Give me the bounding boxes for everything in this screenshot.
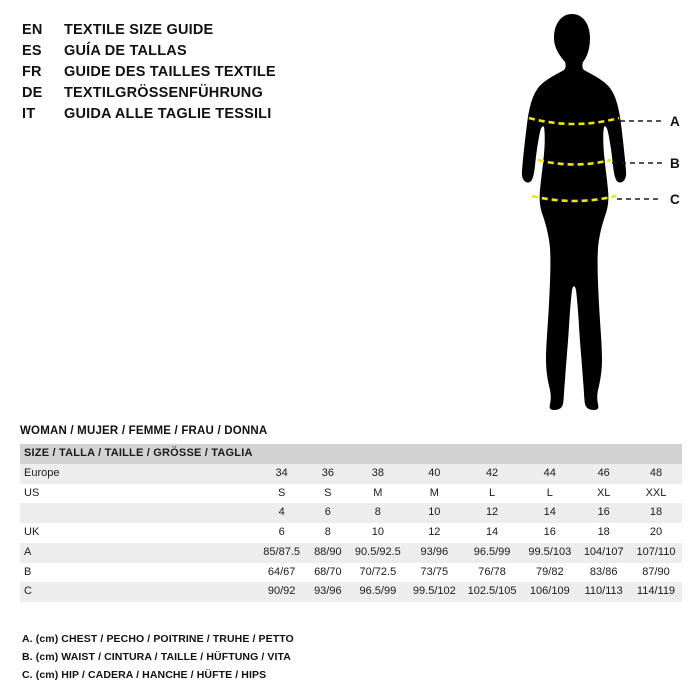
table-header-cell	[462, 444, 522, 464]
row-cell: 14	[462, 523, 522, 543]
row-cell: 14	[522, 503, 577, 523]
measurement-legend	[22, 633, 294, 687]
row-cell: 107/110	[630, 543, 682, 563]
title-row	[22, 106, 502, 122]
row-cell: 102.5/105	[462, 582, 522, 602]
table-row	[20, 563, 682, 583]
row-cell: L	[462, 484, 522, 504]
row-cell: 46	[577, 464, 630, 484]
table-header-cell	[577, 444, 630, 464]
table-header-cell	[630, 444, 682, 464]
row-cell: 93/96	[407, 543, 462, 563]
title-lang-code: FR	[22, 64, 42, 80]
table-header-label: SIZE / TALLA / TAILLE / GRÖSSE / TAGLIA	[20, 444, 257, 464]
table-row	[20, 484, 682, 504]
size-table-block	[20, 425, 682, 602]
legend-line-c: C. (cm) HIP / CADERA / HANCHE / HÜFTE / HIPS	[22, 669, 267, 681]
row-cell: S	[257, 484, 307, 504]
row-cell: 18	[630, 503, 682, 523]
row-cell: 8	[349, 503, 407, 523]
row-cell: 96.5/99	[462, 543, 522, 563]
row-cell: 79/82	[522, 563, 577, 583]
title-row	[22, 85, 502, 101]
table-caption: WOMAN / MUJER / FEMME / FRAU / DONNA	[20, 425, 268, 437]
row-cell: 99.5/103	[522, 543, 577, 563]
row-cell: 4	[257, 503, 307, 523]
title-row	[22, 22, 502, 38]
title-text: GUIDA ALLE TAGLIE TESSILI	[64, 106, 272, 122]
row-cell: 16	[522, 523, 577, 543]
row-cell: 12	[407, 523, 462, 543]
row-cell: 10	[349, 523, 407, 543]
row-cell: 34	[257, 464, 307, 484]
table-row	[20, 543, 682, 563]
row-label	[20, 503, 257, 523]
row-cell: XXL	[630, 484, 682, 504]
row-cell: 110/113	[577, 582, 630, 602]
table-header-cell	[407, 444, 462, 464]
row-label: US	[20, 484, 257, 504]
row-cell: 114/119	[630, 582, 682, 602]
table-row	[20, 523, 682, 543]
title-lang-code: ES	[22, 43, 42, 59]
row-label: A	[20, 543, 257, 563]
title-lang-code: DE	[22, 85, 43, 101]
title-text: GUÍA DE TALLAS	[64, 43, 187, 59]
row-cell: 88/90	[307, 543, 349, 563]
row-cell: 64/67	[257, 563, 307, 583]
measure-label-b: B	[670, 156, 680, 171]
row-cell: 44	[522, 464, 577, 484]
row-cell: 93/96	[307, 582, 349, 602]
row-cell: 87/90	[630, 563, 682, 583]
row-cell: 36	[307, 464, 349, 484]
row-cell: 48	[630, 464, 682, 484]
row-cell: M	[407, 484, 462, 504]
table-header-row	[20, 444, 682, 464]
table-header-cell	[307, 444, 349, 464]
row-label: C	[20, 582, 257, 602]
row-cell: 104/107	[577, 543, 630, 563]
title-text: TEXTILGRÖSSENFÜHRUNG	[64, 85, 263, 101]
row-cell: 40	[407, 464, 462, 484]
row-label: UK	[20, 523, 257, 543]
table-header-cell	[522, 444, 577, 464]
row-cell: 8	[307, 523, 349, 543]
measurement-figure	[492, 8, 692, 428]
row-cell: 68/70	[307, 563, 349, 583]
row-cell: 76/78	[462, 563, 522, 583]
row-cell: 85/87.5	[257, 543, 307, 563]
row-cell: 6	[257, 523, 307, 543]
legend-line-a: A. (cm) CHEST / PECHO / POITRINE / TRUHE / PETTO	[22, 633, 294, 645]
title-lang-code: IT	[22, 106, 36, 122]
female-silhouette-icon	[492, 8, 692, 428]
row-label: Europe	[20, 464, 257, 484]
title-lang-code: EN	[22, 22, 43, 38]
measure-label-a: A	[670, 114, 680, 129]
row-cell: 38	[349, 464, 407, 484]
row-cell: 99.5/102	[407, 582, 462, 602]
row-cell: 12	[462, 503, 522, 523]
row-cell: 10	[407, 503, 462, 523]
row-cell: 73/75	[407, 563, 462, 583]
measure-label-c: C	[670, 192, 680, 207]
row-cell: 70/72.5	[349, 563, 407, 583]
row-cell: 106/109	[522, 582, 577, 602]
table-row	[20, 464, 682, 484]
row-cell: 20	[630, 523, 682, 543]
row-cell: 6	[307, 503, 349, 523]
row-cell: S	[307, 484, 349, 504]
table-header-cell	[349, 444, 407, 464]
size-table	[20, 444, 682, 602]
row-cell: 90/92	[257, 582, 307, 602]
title-row	[22, 43, 502, 59]
row-cell: XL	[577, 484, 630, 504]
title-row	[22, 64, 502, 80]
row-label: B	[20, 563, 257, 583]
title-text: TEXTILE SIZE GUIDE	[64, 22, 214, 38]
title-text: GUIDE DES TAILLES TEXTILE	[64, 64, 276, 80]
row-cell: 83/86	[577, 563, 630, 583]
row-cell: L	[522, 484, 577, 504]
row-cell: 18	[577, 523, 630, 543]
table-row	[20, 503, 682, 523]
row-cell: 16	[577, 503, 630, 523]
table-row	[20, 582, 682, 602]
row-cell: 42	[462, 464, 522, 484]
language-title-block	[22, 22, 502, 127]
table-header-cell	[257, 444, 307, 464]
row-cell: M	[349, 484, 407, 504]
row-cell: 96.5/99	[349, 582, 407, 602]
row-cell: 90.5/92.5	[349, 543, 407, 563]
legend-line-b: B. (cm) WAIST / CINTURA / TAILLE / HÜFTUNG / VITA	[22, 651, 291, 663]
